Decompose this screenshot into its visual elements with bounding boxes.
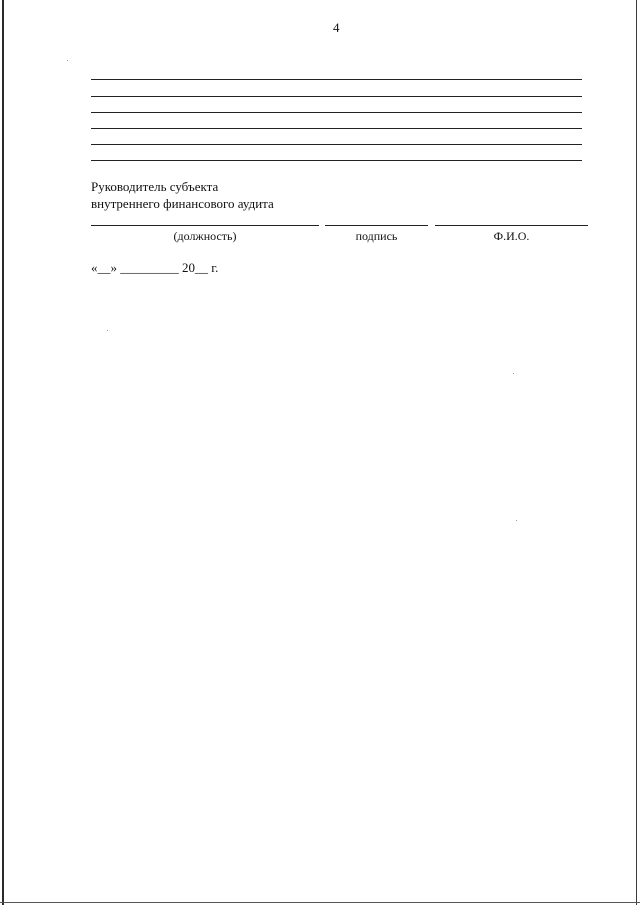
date-line: «__» _________ 20__ г. [91, 260, 219, 275]
page-edge-left [2, 0, 4, 905]
page-edge-bottom [0, 902, 640, 903]
blank-line [91, 160, 582, 161]
position-caption: (должность) [173, 229, 237, 243]
scan-speck [107, 330, 108, 331]
blank-line [91, 79, 582, 80]
signatory-title-line-2: внутреннего финансового аудита [91, 196, 274, 211]
blank-line [91, 112, 582, 113]
name-caption: Ф.И.О. [493, 229, 530, 243]
blank-line [91, 144, 582, 145]
signatory-title [91, 178, 274, 212]
page-edge-right [636, 0, 637, 905]
blank-line [91, 128, 582, 129]
signatory-title-line-1: Руководитель субъекта [91, 179, 219, 194]
position-line [91, 225, 319, 226]
page-number: 4 [333, 20, 340, 35]
blank-line [91, 96, 582, 97]
name-line [435, 225, 588, 226]
scan-speck [516, 520, 517, 521]
scan-speck [513, 373, 514, 374]
scan-speck [67, 60, 68, 61]
signature-line [325, 225, 428, 226]
signature-caption: подпись [355, 229, 398, 243]
